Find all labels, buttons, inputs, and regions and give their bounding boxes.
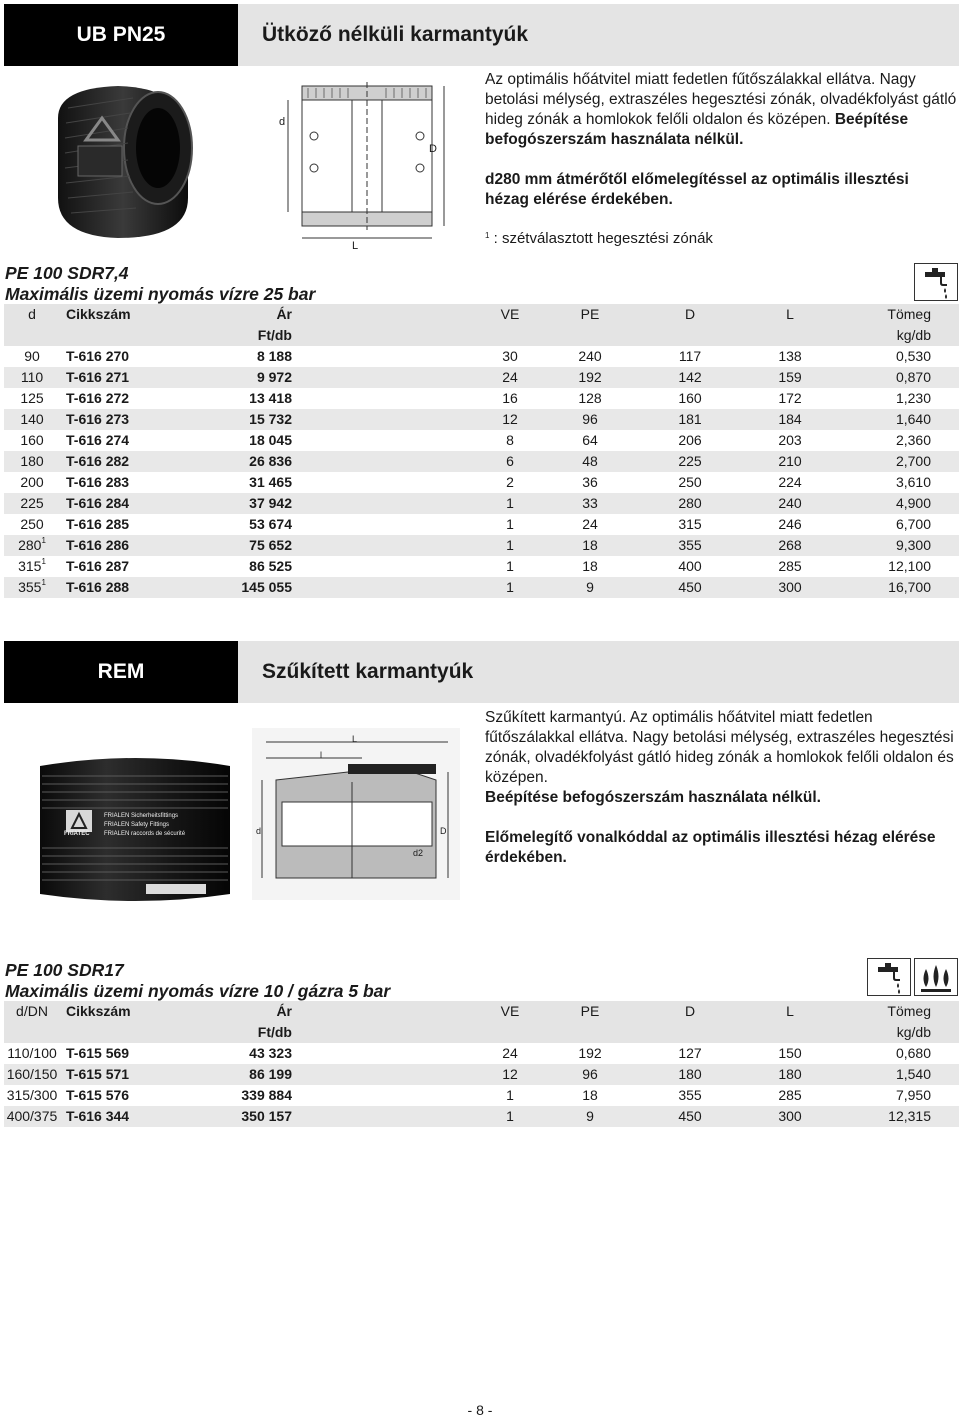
cell-L: 246 — [778, 516, 802, 532]
cell-D: 117 — [678, 348, 702, 364]
cell-code: T-616 285 — [66, 516, 130, 532]
cell-d: 200 — [20, 474, 44, 490]
cell-D: 180 — [640, 1064, 740, 1085]
cell-D: 400 — [678, 558, 702, 574]
drawing2-label-d2: d2 — [413, 848, 424, 858]
cell-pe: 9 — [540, 577, 640, 598]
section2-code: REM — [4, 641, 238, 703]
table-row — [4, 346, 959, 367]
cell-price: 86 525 — [249, 558, 292, 574]
cell-pe: 192 — [578, 1045, 602, 1061]
cell-L: 268 — [740, 535, 840, 556]
cell-price: 15 732 — [174, 409, 300, 430]
table-row — [4, 1106, 959, 1127]
cell-code: T-615 571 — [60, 1064, 174, 1085]
footnote-mark: 1 — [41, 578, 46, 587]
product-label-2: FRIALEN Safety Fittings — [104, 822, 170, 828]
cell-weight: 4,900 — [840, 493, 959, 514]
cell-D: 315 — [678, 516, 702, 532]
section1-description-bold: Beépítése befogószerszám használata nélkül. — [485, 111, 909, 148]
header-D: D — [640, 1001, 740, 1022]
table-row — [4, 514, 959, 535]
cell-d: 125 — [20, 390, 44, 406]
cell-pe: 128 — [578, 390, 602, 406]
cell-price: 43 323 — [249, 1045, 292, 1061]
cell-D: 225 — [640, 451, 740, 472]
coupling-photo-ub — [38, 78, 198, 244]
section1-footnote: $^1$ : szétválasztott hegesztési zónák — [485, 230, 713, 247]
cell-D: 160 — [678, 390, 702, 406]
header-code: Cikkszám — [60, 304, 174, 325]
cell-pe: 64 — [582, 432, 598, 448]
header-weight-unit: kg/db — [840, 325, 959, 346]
cell-ve: 1 — [480, 535, 540, 556]
cell-L: 203 — [778, 432, 802, 448]
header-code: Cikkszám — [60, 1001, 174, 1022]
cell-L: 159 — [740, 367, 840, 388]
header-price: Ár — [174, 1001, 300, 1022]
header-price-unit: Ft/db — [174, 325, 300, 346]
table-row — [4, 556, 959, 577]
cell-weight: 12,100 — [888, 558, 931, 574]
section2-note: Előmelegítő vonalkóddal az optimális illesztési hézag elérése érdekében. — [485, 829, 936, 866]
cell-weight: 1,640 — [840, 409, 959, 430]
cell-code: T-616 272 — [66, 390, 130, 406]
cell-ve: 12 — [480, 409, 540, 430]
section1-title: Ütköző nélküli karmantyúk — [238, 4, 959, 66]
section2-description-bold: Beépítése befogószerszám használata nélkül. — [485, 789, 821, 806]
gas-flame-icon — [914, 958, 958, 996]
cell-weight: 9,300 — [840, 535, 959, 556]
cell-pe: 36 — [582, 474, 598, 490]
cell-price: 145 055 — [174, 577, 300, 598]
cell-L: 210 — [740, 451, 840, 472]
table-row — [4, 577, 959, 598]
cell-d: 160/150 — [4, 1064, 60, 1085]
cell-d: 225 — [4, 493, 60, 514]
cell-ve: 24 — [502, 1045, 518, 1061]
cell-pe: 9 — [540, 1106, 640, 1127]
cell-pe: 18 — [582, 558, 598, 574]
table-row — [4, 1043, 959, 1064]
cell-pe: 18 — [582, 1087, 598, 1103]
cell-code: T-616 270 — [66, 348, 130, 364]
cell-ve: 1 — [506, 1087, 514, 1103]
header-d: d — [4, 304, 60, 325]
cell-L: 138 — [778, 348, 802, 364]
cell-code: T-616 286 — [60, 535, 174, 556]
header-ve: VE — [480, 1001, 540, 1022]
cell-d: 400/375 — [4, 1106, 60, 1127]
drawing2-label-l: l — [320, 750, 322, 760]
product-label-brand: FRIATEC — [64, 831, 90, 837]
cell-ve: 8 — [506, 432, 514, 448]
cell-pe: 48 — [540, 451, 640, 472]
cell-code: T-616 273 — [60, 409, 174, 430]
cell-weight: 0,530 — [895, 348, 931, 364]
table-header-row — [4, 1001, 959, 1022]
cell-ve: 12 — [480, 1064, 540, 1085]
cell-price: 8 188 — [256, 348, 292, 364]
cell-weight: 7,950 — [895, 1087, 931, 1103]
product-label-1: FRIALEN Sicherheitsfittings — [104, 813, 179, 819]
cell-code: T-616 344 — [60, 1106, 174, 1127]
cell-D: 280 — [640, 493, 740, 514]
cell-D: 250 — [678, 474, 702, 490]
cell-price: 13 418 — [249, 390, 292, 406]
cell-L: 184 — [740, 409, 840, 430]
section1-description: Az optimális hőátvitel miatt fedetlen fűtőszálakkal ellátva. Nagy betolási mélység, extraszéles hegesztési zónák, olvadékfolyást gátló hideg zónák a homlokok felőli oldalon és középen. Beépítése befogószerszám használata nélkül. — [485, 71, 957, 148]
drawing2-label-D: D — [440, 826, 447, 836]
header-weight: Tömeg — [840, 1001, 959, 1022]
footnote-mark: 1 — [41, 536, 46, 545]
cell-ve: 24 — [480, 367, 540, 388]
cell-price: 350 157 — [174, 1106, 300, 1127]
cell-d: 180 — [4, 451, 60, 472]
section1-product-table — [4, 304, 959, 598]
cell-code: T-615 576 — [66, 1087, 130, 1103]
cell-d: 110/100 — [7, 1045, 57, 1061]
cell-ve: 1 — [506, 516, 514, 532]
cell-L: 300 — [740, 1106, 840, 1127]
cell-d: 250 — [20, 516, 44, 532]
table-header-units-row — [4, 325, 959, 346]
cell-L: 240 — [740, 493, 840, 514]
cell-L: 150 — [778, 1045, 802, 1061]
cell-L: 224 — [778, 474, 802, 490]
cell-d: 140 — [4, 409, 60, 430]
cell-d: $355^1$ — [4, 577, 60, 598]
cell-code: T-615 569 — [66, 1045, 130, 1061]
table-row — [4, 409, 959, 430]
drawing1-label-d: d — [279, 116, 286, 128]
cell-price: 339 884 — [241, 1087, 292, 1103]
cell-code: T-616 271 — [60, 367, 174, 388]
water-tap-icon — [914, 263, 958, 301]
table-row — [4, 1064, 959, 1085]
cell-pe: 192 — [540, 367, 640, 388]
cell-ve: 1 — [480, 577, 540, 598]
section2-product-table — [4, 1001, 959, 1127]
cell-L: 285 — [778, 558, 802, 574]
section2-title: Szűkített karmantyúk — [238, 641, 959, 703]
cell-code: T-616 282 — [60, 451, 174, 472]
table-row — [4, 472, 959, 493]
cell-pe: 24 — [582, 516, 598, 532]
drawing1-label-L: L — [352, 240, 359, 252]
drawing2-label-L: L — [352, 734, 358, 744]
table-row — [4, 451, 959, 472]
cell-ve: 30 — [502, 348, 518, 364]
cell-weight: 3,610 — [895, 474, 931, 490]
cell-pe: 96 — [540, 409, 640, 430]
cell-ve: 1 — [480, 493, 540, 514]
cell-d: 110 — [4, 367, 60, 388]
cell-code: T-616 274 — [66, 432, 130, 448]
cell-weight: 2,360 — [895, 432, 931, 448]
cell-D: 142 — [640, 367, 740, 388]
cell-ve: 6 — [480, 451, 540, 472]
cell-pe: 240 — [578, 348, 602, 364]
table-row — [4, 535, 959, 556]
table-header-row — [4, 304, 959, 325]
cell-ve: 2 — [506, 474, 514, 490]
section1-code: UB PN25 — [4, 4, 238, 66]
table-row — [4, 367, 959, 388]
cell-price: 18 045 — [249, 432, 292, 448]
cell-price: 53 674 — [249, 516, 292, 532]
page-number: - 8 - — [467, 1402, 493, 1418]
section2-pressure: Maximális üzemi nyomás vízre 10 / gázra 5 bar — [5, 981, 391, 1001]
cell-weight: 12,315 — [840, 1106, 959, 1127]
cell-price: 9 972 — [174, 367, 300, 388]
table-row — [4, 493, 959, 514]
cell-weight: 1,230 — [895, 390, 931, 406]
section1-pe-grade: PE 100 SDR7,4 — [5, 263, 129, 283]
cell-D: 127 — [678, 1045, 702, 1061]
cell-price: 75 652 — [174, 535, 300, 556]
cell-d: 315/300 — [6, 1087, 58, 1103]
coupling-photo-rem — [36, 748, 234, 908]
water-tap-icon — [867, 958, 911, 996]
cell-L: 285 — [778, 1087, 802, 1103]
cell-code: T-616 288 — [60, 577, 174, 598]
cell-D: 355 — [678, 1087, 702, 1103]
cell-d: $280^1$ — [4, 535, 60, 556]
drawing2-label-d: d — [256, 826, 262, 836]
header-price: Ár — [174, 304, 300, 325]
cell-D: 450 — [640, 577, 740, 598]
cell-D: 355 — [640, 535, 740, 556]
cell-L: 180 — [740, 1064, 840, 1085]
header-weight: Tömeg — [840, 304, 959, 325]
header-L: L — [740, 304, 840, 325]
cell-weight: 0,870 — [840, 367, 959, 388]
cell-d: 160 — [20, 432, 44, 448]
cell-weight: 1,540 — [840, 1064, 959, 1085]
cell-L: 300 — [740, 577, 840, 598]
section1-note: d280 mm átmérőtől előmelegítéssel az optimális illesztési hézag elérése érdekében. — [485, 171, 909, 208]
cell-code: T-616 284 — [60, 493, 174, 514]
header-pe: PE — [540, 304, 640, 325]
cell-D: 206 — [678, 432, 702, 448]
coupling-drawing-rem — [252, 728, 460, 900]
header-weight-unit: kg/db — [840, 1022, 959, 1043]
cell-price: 86 199 — [174, 1064, 300, 1085]
cell-price: 37 942 — [174, 493, 300, 514]
cell-price: 26 836 — [174, 451, 300, 472]
cell-ve: 16 — [502, 390, 518, 406]
drawing1-label-D: D — [429, 143, 437, 155]
footnote-mark: 1 — [41, 557, 46, 566]
table-row — [4, 430, 959, 451]
table-row — [4, 388, 959, 409]
cell-weight: 2,700 — [840, 451, 959, 472]
section1-pressure: Maximális üzemi nyomás vízre 25 bar — [5, 284, 316, 304]
cell-d: 90 — [24, 348, 40, 364]
cell-L: 172 — [778, 390, 802, 406]
header-pe: PE — [540, 1001, 640, 1022]
cell-pe: 18 — [540, 535, 640, 556]
header-D: D — [640, 304, 740, 325]
product-label-3: FRIALEN raccords de sécurité — [104, 831, 186, 837]
header-price-unit: Ft/db — [174, 1022, 300, 1043]
table-row — [4, 1085, 959, 1106]
cell-price: 31 465 — [249, 474, 292, 490]
cell-code: T-616 283 — [66, 474, 130, 490]
cell-d: $315^1$ — [18, 557, 46, 574]
cell-ve: 1 — [480, 1106, 540, 1127]
header-L: L — [740, 1001, 840, 1022]
header-d: d/DN — [4, 1001, 60, 1022]
coupling-drawing-ub — [278, 72, 460, 252]
cell-weight: 6,700 — [895, 516, 931, 532]
table-header-units-row — [4, 1022, 959, 1043]
cell-weight: 16,700 — [840, 577, 959, 598]
cell-D: 450 — [640, 1106, 740, 1127]
cell-ve: 1 — [506, 558, 514, 574]
header-ve: VE — [480, 304, 540, 325]
cell-pe: 96 — [540, 1064, 640, 1085]
cell-weight: 0,680 — [895, 1045, 931, 1061]
cell-D: 181 — [640, 409, 740, 430]
section2-pe-grade: PE 100 SDR17 — [5, 960, 124, 980]
cell-code: T-616 287 — [66, 558, 130, 574]
section2-description: Szűkített karmantyú. Az optimális hőátvitel miatt fedetlen fűtőszálakkal ellátva. Nagy betolási mélység, extraszéles hegesztési zónák, olvadékfolyást gátló hideg zónák a homlokok felőli oldalon és középen. Beépítése befogószerszám használata nélkül. — [485, 709, 954, 806]
cell-pe: 33 — [540, 493, 640, 514]
